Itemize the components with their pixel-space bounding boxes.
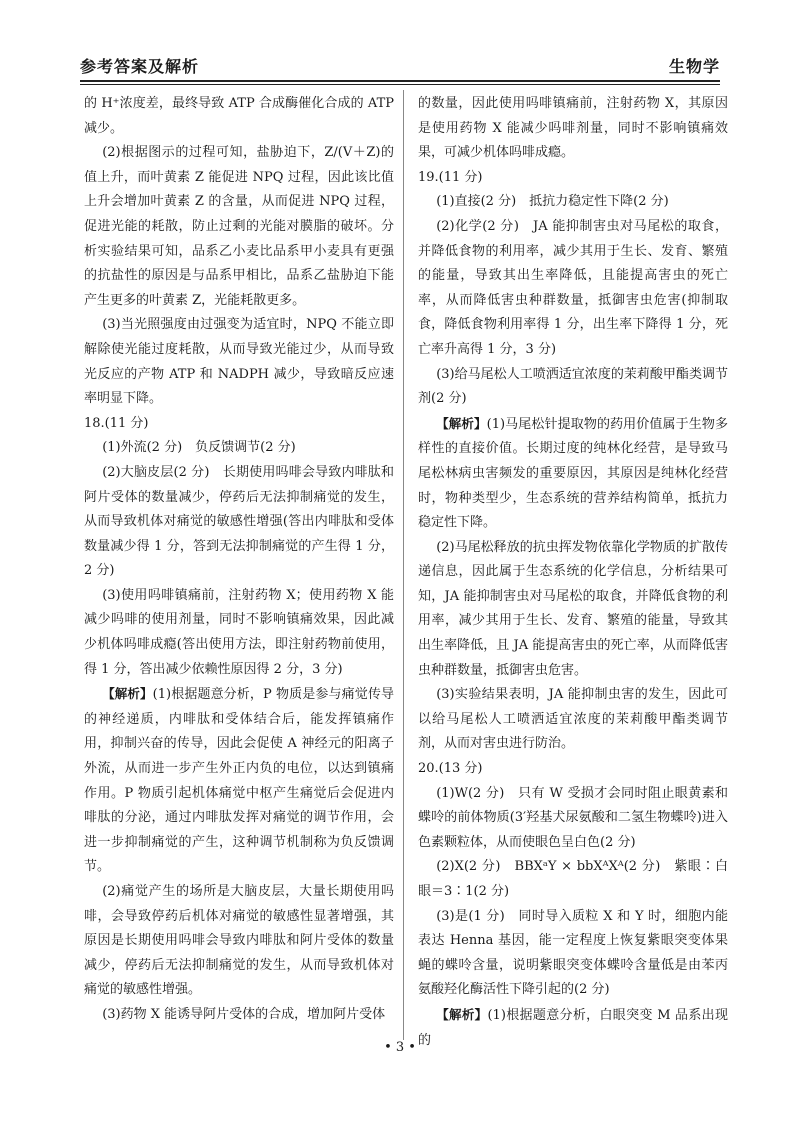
paragraph-text: (2)根据图示的过程可知，盐胁迫下，Z/(V＋Z)的值上升，而叶黄素 Z 能促进 NPQ 过程，因此该比值上升会增加叶黄素 Z 的含量，从而促进 NPQ 过程，促进光能的耗散，防止过剩的光能对膜脂的破坏。分析实验结果可知，品系乙小麦比品系甲小麦具有更强的抗盐性的原因是与品系甲相比，品系乙盐胁迫下能产生更多的叶黄素 Z，光能耗散更多。 bbox=[84, 145, 394, 308]
paragraph-text: (1)根据题意分析，白眼突变 M 品系出现的 bbox=[418, 1007, 728, 1048]
paragraph bbox=[418, 166, 728, 191]
paragraph-text: (3)实验结果表明，JA 能抑制虫害的发生，因此可以给马尾松人工喷洒适宜浓度的茉莉酸甲酯类调节剂，从而对害虫进行防治。 bbox=[418, 687, 728, 752]
paragraph bbox=[418, 683, 728, 757]
paragraph bbox=[418, 757, 728, 782]
paragraph-text: (1)直接(2 分) 抵抗力稳定性下降(2 分) bbox=[436, 194, 669, 210]
paragraph bbox=[418, 363, 728, 412]
paragraph-text: 18.(11 分) bbox=[84, 415, 149, 431]
analysis-tag: 【解析】 bbox=[436, 1006, 488, 1022]
paragraph-text: 20.(13 分) bbox=[418, 761, 483, 777]
paragraph bbox=[418, 855, 728, 904]
paragraph-text: (3)使用吗啡镇痛前，注射药物 X；使用药物 X 能减少吗啡的使用剂量，同时不影响镇痛效果，因此减少机体吗啡成瘾(答出使用方法，即注射药物前使用，得 1 分，答出减少依赖性原因得 2 分，3 分) bbox=[84, 587, 394, 677]
column-divider bbox=[403, 90, 404, 1040]
paragraph bbox=[418, 92, 728, 166]
paragraph-text: (1)外流(2 分) 负反馈调节(2 分) bbox=[102, 440, 296, 456]
paragraph bbox=[418, 536, 728, 684]
page-header bbox=[80, 50, 720, 80]
left-column bbox=[84, 92, 394, 1028]
header-subject-title: 生物学 bbox=[668, 57, 720, 76]
paragraph-text: (1)W(2 分) 只有 W 受损才会同时阻止眼黄素和蝶呤的前体物质(3′羟基犬尿氨酸和二氢生物蝶呤)进入色素颗粒体，从而使眼色呈白色(2 分) bbox=[418, 785, 728, 850]
paragraph-text: (2)马尾松释放的抗虫挥发物依靠化学物质的扩散传递信息，因此属于生态系统的化学信息，分析结果可知，JA 能抑制害虫对马尾松的取食，并降低食物的利用率，减少其用于生长、发育、繁殖的能量，导致其出生率降低，且 JA 能提高害虫的死亡率，从而降低害虫种群数量，抵御害虫危害。 bbox=[418, 539, 728, 678]
paragraph bbox=[418, 215, 728, 363]
paragraph bbox=[84, 436, 394, 461]
paragraph bbox=[84, 92, 394, 141]
analysis-tag: 【解析】 bbox=[436, 415, 487, 431]
paragraph-text: (2)X(2 分) BBXᵃY × bbXᴬXᴬ(2 分) 紫眼∶白眼＝3∶1(2 分) bbox=[418, 859, 728, 899]
paragraph-text: 的 H⁺浓度差，最终导致 ATP 合成酶催化合成的 ATP 减少。 bbox=[84, 96, 394, 136]
paragraph-text: (2)化学(2 分) JA 能抑制害虫对马尾松的取食，并降低食物的利用率，减少其用于生长、发育、繁殖的能量，导致其出生率降低，且能提高害虫的死亡率，从而降低害虫种群数量，抵御害虫危害(抑制取食，降低食物利用率得 1 分，出生率下降得 1 分，死亡率升高得 1 分，3 分) bbox=[418, 218, 728, 357]
paragraph-text: (3)是(1 分) 同时导入质粒 X 和 Y 时，细胞内能表达 Henna 基因，能一定程度上恢复紫眼突变体果蝇的蝶呤含量，说明紫眼突变体蝶呤含量低是由苯丙氨酸羟化酶活性下降引起的(2 分) bbox=[418, 908, 728, 998]
paragraph bbox=[84, 313, 394, 411]
right-column bbox=[418, 92, 728, 1053]
paragraph bbox=[84, 461, 394, 584]
paragraph bbox=[84, 1003, 394, 1028]
header-left-title: 参考答案及解析 bbox=[80, 57, 200, 76]
paragraph bbox=[84, 584, 394, 682]
paragraph-text: (2)痛觉产生的场所是大脑皮层，大量长期使用吗啡，会导致停药后机体对痛觉的敏感性显著增强，其原因是长期使用吗啡会导致内啡肽和阿片受体的数量减少，停药后无法抑制痛觉的发生，从而导致机体对痛觉的敏感性增强。 bbox=[84, 884, 394, 998]
paragraph bbox=[418, 782, 728, 856]
paragraph bbox=[84, 412, 394, 437]
page-number: • 3 • bbox=[384, 1040, 416, 1055]
paragraph bbox=[84, 880, 394, 1003]
paragraph bbox=[84, 682, 394, 880]
paragraph-text: (1)马尾松针提取物的药用价值属于生物多样性的直接价值。长期过度的纯林化经营，是导致马尾松林病虫害频发的重要原因，其原因是纯林化经营时，物种类型少，生态系统的营养结构简单，抵抗力稳定性下降。 bbox=[418, 416, 728, 531]
paragraph-text: (1)根据题意分析，P 物质是参与痛觉传导的神经递质，内啡肽和受体结合后，能发挥镇痛作用，抑制兴奋的传导，因此会促使 A 神经元的阳离子外流，从而进一步产生外正内负的电位，以达到镇痛作用。P 物质引起机体痛觉中枢产生痛觉后会促进内啡肽的分泌，通过内啡肽发挥对痛觉的调节作用，会进一步抑制痛觉的产生，这种调节机制称为负反馈调节。 bbox=[84, 687, 394, 875]
paragraph bbox=[418, 190, 728, 215]
paragraph-text: 19.(11 分) bbox=[418, 169, 483, 185]
paragraph-text: (3)给马尾松人工喷洒适宜浓度的茉莉酸甲酯类调节剂(2 分) bbox=[418, 366, 728, 407]
analysis-tag: 【解析】 bbox=[102, 686, 153, 702]
paragraph-text: (2)大脑皮层(2 分) 长期使用吗啡会导致内啡肽和阿片受体的数量减少，停药后无法抑制痛觉的发生，从而导致机体对痛觉的敏感性增强(答出内啡肽和受体数量减少得 1 分，答到无法抑制痛觉的产生得 1 分，2 分) bbox=[84, 464, 394, 579]
paragraph bbox=[418, 905, 728, 1003]
paragraph bbox=[84, 141, 394, 313]
header-rule bbox=[80, 80, 720, 85]
paragraph-text: (3)当光照强度由过强变为适宜时，NPQ 不能立即解除使光能过度耗散，从而导致光能过少，从而导致光反应的产物 ATP 和 NADPH 减少，导致暗反应速率明显下降。 bbox=[84, 317, 394, 407]
paragraph-text: (3)药物 X 能诱导阿片受体的合成，增加阿片受体 bbox=[102, 1006, 386, 1022]
paragraph bbox=[418, 412, 728, 536]
paragraph-text: 的数量，因此使用吗啡镇痛前，注射药物 X，其原因是使用药物 X 能减少吗啡剂量，同时不影响镇痛效果，可减少机体吗啡成瘾。 bbox=[418, 96, 728, 161]
